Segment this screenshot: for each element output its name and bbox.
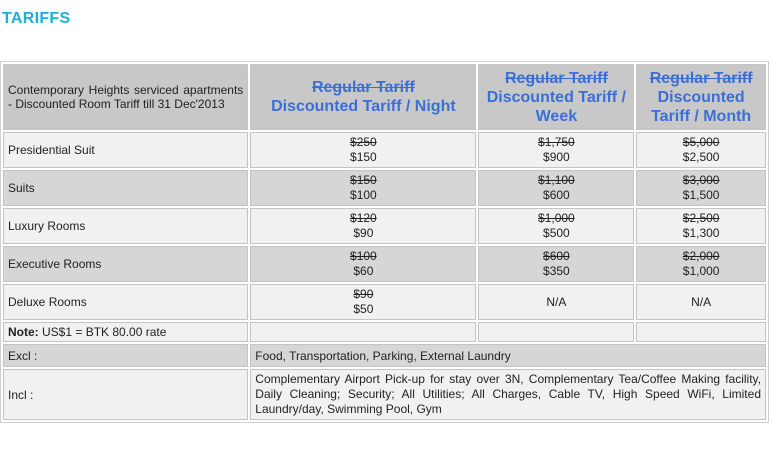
- discounted-tariff-label: Discounted Tariff / Night: [271, 98, 456, 115]
- price-month: [636, 246, 766, 282]
- incl-row: [3, 369, 766, 420]
- page-title: TARIFFS: [2, 10, 71, 27]
- note-label: Note:: [8, 325, 39, 339]
- price-night: [250, 170, 476, 206]
- regular-tariff-label: Regular Tariff: [504, 69, 608, 87]
- discounted-price: $100: [350, 188, 377, 202]
- excl-label: Excl :: [3, 344, 248, 367]
- regular-price: $1,000: [538, 211, 575, 225]
- empty-cell: [636, 322, 766, 342]
- table-row: [3, 246, 766, 282]
- tariff-table: [0, 61, 769, 423]
- excl-row: [3, 344, 766, 367]
- discounted-price: $2,500: [682, 150, 720, 164]
- table-row: [3, 284, 766, 320]
- regular-price: $5,000: [682, 135, 720, 149]
- regular-tariff-label: Regular Tariff: [311, 79, 415, 96]
- regular-price: $600: [543, 249, 570, 263]
- price-night: [250, 208, 476, 244]
- table-row: [3, 208, 766, 244]
- discounted-tariff-label: Discounted Tariff / Week: [486, 88, 626, 125]
- column-header-night: [250, 64, 476, 130]
- note-row: [3, 322, 766, 342]
- price-night: [250, 284, 476, 320]
- empty-cell: [250, 322, 476, 342]
- table-row: [3, 132, 766, 168]
- discounted-price: N/A: [546, 294, 567, 309]
- regular-price: $1,750: [538, 135, 575, 149]
- regular-tariff-label: Regular Tariff: [649, 69, 753, 87]
- note-text: US$1 = BTK 80.00 rate: [38, 325, 167, 339]
- incl-text: Complementary Airport Pick-up for stay over 3N, Complementary Tea/Coffee Making facility, Daily Cleaning; Security; All Utilities; All Charges, Cable TV, High Speed WiFi, Limited Laundry/day, Swimming Pool, Gym: [250, 369, 766, 420]
- regular-price: $120: [350, 211, 377, 225]
- discounted-price: $1,500: [682, 188, 720, 202]
- tariff-description: Contemporary Heights serviced apartments - Discounted Room Tariff till 31 Dec'2013: [3, 64, 248, 130]
- incl-label: Incl :: [3, 369, 248, 420]
- regular-price: $2,500: [682, 211, 720, 225]
- price-month: [636, 132, 766, 168]
- discounted-price: $1,000: [682, 264, 720, 278]
- price-week: [478, 208, 634, 244]
- discounted-price: $50: [353, 302, 374, 316]
- table-header-row: [3, 64, 766, 130]
- price-night: [250, 132, 476, 168]
- regular-price: $2,000: [682, 249, 720, 263]
- empty-cell: [478, 322, 634, 342]
- price-month: [636, 208, 766, 244]
- price-week: [478, 170, 634, 206]
- regular-price: $3,000: [682, 173, 720, 187]
- discounted-price: $900: [543, 150, 570, 164]
- regular-price: $100: [350, 249, 377, 263]
- discounted-tariff-label: Discounted Tariff / Month: [651, 88, 752, 125]
- regular-price: $90: [353, 287, 374, 301]
- price-week: [478, 132, 634, 168]
- price-month: [636, 284, 766, 320]
- regular-price: $250: [350, 135, 377, 149]
- column-header-month: [636, 64, 766, 130]
- column-header-week: [478, 64, 634, 130]
- price-month: [636, 170, 766, 206]
- discounted-price: $1,300: [682, 226, 720, 240]
- discounted-price: $90: [353, 226, 374, 240]
- discounted-price: $600: [543, 188, 570, 202]
- price-week: [478, 284, 634, 320]
- room-name: Luxury Rooms: [3, 208, 248, 244]
- room-name: Suits: [3, 170, 248, 206]
- regular-price: $1,100: [538, 173, 575, 187]
- discounted-price: $350: [543, 264, 570, 278]
- table-row: [3, 170, 766, 206]
- discounted-price: $150: [350, 150, 377, 164]
- note-cell: [3, 322, 248, 342]
- price-night: [250, 246, 476, 282]
- regular-price: $150: [350, 173, 377, 187]
- discounted-price: $60: [353, 264, 374, 278]
- room-name: Executive Rooms: [3, 246, 248, 282]
- price-week: [478, 246, 634, 282]
- discounted-price: N/A: [691, 294, 712, 309]
- excl-text: Food, Transportation, Parking, External Laundry: [250, 344, 766, 367]
- room-name: Presidential Suit: [3, 132, 248, 168]
- room-name: Deluxe Rooms: [3, 284, 248, 320]
- discounted-price: $500: [543, 226, 570, 240]
